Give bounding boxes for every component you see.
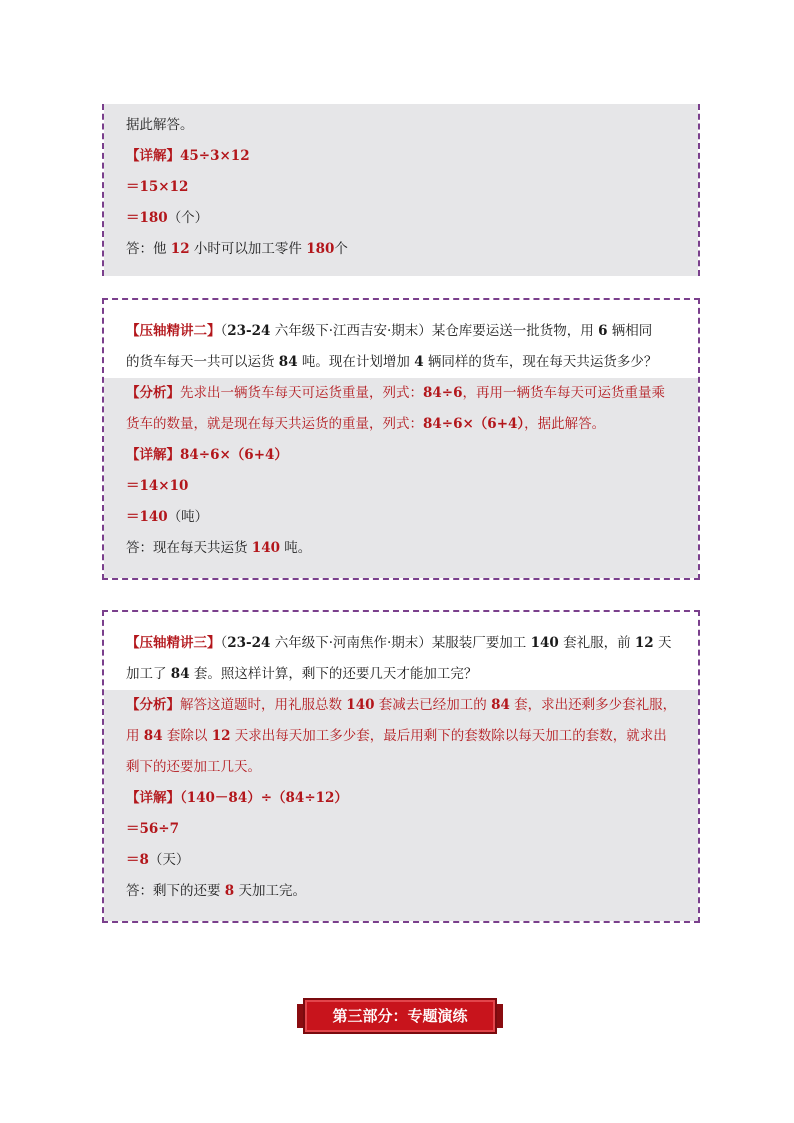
answer-text: 天加工完。 xyxy=(234,883,306,899)
example-tag: 【压轴精讲三】 xyxy=(126,635,221,651)
answer-text: 小时可以加工零件 xyxy=(189,241,307,257)
question-text: 加工了 xyxy=(126,666,171,682)
step-text: ＝14×10 xyxy=(126,478,189,494)
question-text: 某服装厂要加工 xyxy=(431,635,531,651)
text-line-content: 据此解答。 xyxy=(126,117,194,133)
question-text: 天 xyxy=(653,635,672,651)
question-line xyxy=(104,628,698,659)
question-line xyxy=(104,347,698,378)
question-text: 的货车每天一共可以运货 xyxy=(126,354,279,370)
detail-tag: 【详解】 xyxy=(126,790,180,806)
analysis-text: ，据此解答。 xyxy=(524,416,606,432)
analysis-line xyxy=(104,721,698,752)
detail-expression: 84÷6×（6+4） xyxy=(180,447,288,463)
step-line xyxy=(104,172,698,203)
question-text: 套。照这样计算，剩下的还要几天才能加工完？ xyxy=(189,666,478,682)
detail-tag: 【详解】 xyxy=(126,447,180,463)
answer-number: 12 xyxy=(170,241,190,257)
text-line xyxy=(104,110,698,141)
question-text: 辆同样的货车，现在每天共运货多少？ xyxy=(423,354,658,370)
step-value: ＝8 xyxy=(126,852,149,868)
example-tag: 【压轴精讲二】 xyxy=(126,323,221,339)
step-value: ＝140 xyxy=(126,509,168,525)
answer-text: 答：剩下的还要 xyxy=(126,883,225,899)
analysis-line xyxy=(104,690,698,721)
step-unit: （吨） xyxy=(167,509,209,525)
answer-line xyxy=(104,876,698,907)
analysis-number: 84 xyxy=(491,697,510,713)
answer-line xyxy=(104,234,698,265)
analysis-formula: 84÷6 xyxy=(423,385,463,401)
question-number: 6 xyxy=(598,323,608,339)
source-text: （ xyxy=(220,635,228,651)
analysis-text: ，再用一辆货车每天可运货重量乘 xyxy=(462,385,665,401)
analysis-number: 140 xyxy=(346,697,375,713)
step-line xyxy=(104,502,698,533)
analysis-tag: 【分析】 xyxy=(126,385,180,401)
detail-expression: （140－84）÷（84÷12） xyxy=(180,790,348,806)
solution-box-1 xyxy=(102,104,700,276)
question-text: 套礼服，前 xyxy=(558,635,635,651)
question-text: 某仓库要运送一批货物，用 xyxy=(431,323,599,339)
analysis-number: 12 xyxy=(211,728,231,744)
detail-line xyxy=(104,141,698,172)
answer-number: 140 xyxy=(251,540,280,556)
answer-text: 吨。 xyxy=(279,540,312,556)
step-text: ＝56÷7 xyxy=(126,821,179,837)
step-unit: （天） xyxy=(148,852,190,868)
question-number: 4 xyxy=(414,354,424,370)
analysis-text: 解答这道题时，用礼服总数 xyxy=(180,697,347,713)
question-number: 12 xyxy=(634,635,654,651)
analysis-line xyxy=(104,378,698,409)
question-number: 84 xyxy=(278,354,298,370)
answer-text: 答：他 xyxy=(126,241,171,257)
section-banner-title: 第三部分：专题演练 xyxy=(332,1007,468,1025)
source-year: 23-24 xyxy=(227,635,271,651)
answer-number: 180 xyxy=(306,241,335,257)
step-line xyxy=(104,203,698,234)
analysis-text: 货车的数量，就是现在每天共运货的重量，列式： xyxy=(126,416,423,432)
analysis-text: 天求出每天加工多少套，最后用剩下的套数除以每天加工的套数，就求出 xyxy=(230,728,667,744)
step-value: ＝180 xyxy=(126,210,168,226)
answer-text: 答：现在每天共运货 xyxy=(126,540,252,556)
question-line xyxy=(104,316,698,347)
detail-line xyxy=(104,783,698,814)
question-text: 吨。现在计划增加 xyxy=(297,354,415,370)
question-line xyxy=(104,659,698,690)
analysis-text: 套减去已经加工的 xyxy=(374,697,492,713)
question-number: 84 xyxy=(170,666,190,682)
analysis-tag: 【分析】 xyxy=(126,697,180,713)
example-box-2 xyxy=(102,298,700,580)
source-year: 23-24 xyxy=(227,323,271,339)
source-text: （ xyxy=(220,323,228,339)
analysis-line xyxy=(104,409,698,440)
analysis-text: 套，求出还剩多少套礼服， xyxy=(509,697,677,713)
detail-line xyxy=(104,440,698,471)
detail-expression: 45÷3×12 xyxy=(180,148,250,164)
question-number: 140 xyxy=(530,635,559,651)
section-banner xyxy=(303,998,497,1034)
analysis-formula: 84÷6×（6+4） xyxy=(423,416,525,432)
step-line xyxy=(104,845,698,876)
answer-number: 8 xyxy=(224,883,235,899)
analysis-text: 先求出一辆货车每天可运货重量，列式： xyxy=(180,385,423,401)
step-line xyxy=(104,814,698,845)
detail-tag: 【详解】 xyxy=(126,148,180,164)
analysis-text: 用 xyxy=(126,728,144,744)
source-text: 六年级下·江西吉安·期末） xyxy=(270,323,432,339)
step-line xyxy=(104,471,698,502)
step-text: ＝15×12 xyxy=(126,179,189,195)
answer-text: 个 xyxy=(334,241,348,257)
analysis-text: 剩下的还要加工几天。 xyxy=(126,759,261,775)
analysis-line xyxy=(104,752,698,783)
analysis-number: 84 xyxy=(143,728,163,744)
analysis-text: 套除以 xyxy=(162,728,212,744)
example-box-3 xyxy=(102,610,700,923)
source-text: 六年级下·河南焦作·期末） xyxy=(270,635,432,651)
step-unit: （个） xyxy=(167,210,209,226)
answer-line xyxy=(104,533,698,564)
question-text: 辆相同 xyxy=(607,323,653,339)
